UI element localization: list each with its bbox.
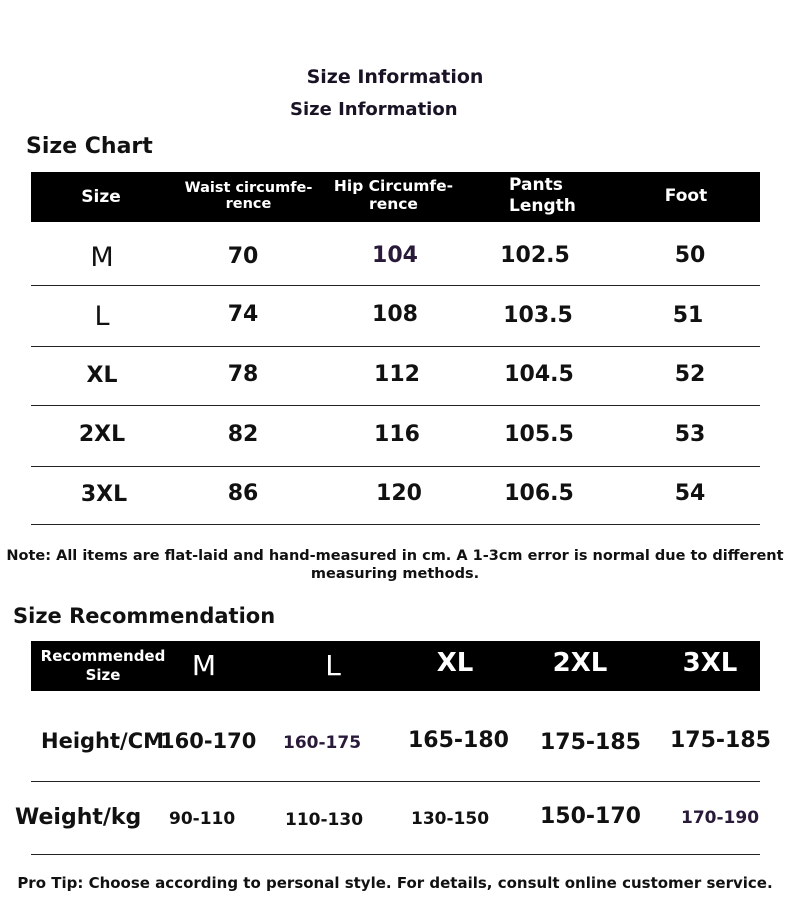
row-waist: 74 bbox=[227, 302, 259, 327]
height-2XL: 175-185 bbox=[540, 730, 641, 755]
weight-L: 110-130 bbox=[285, 810, 364, 830]
row-waist: 78 bbox=[227, 362, 259, 387]
row-divider bbox=[31, 285, 760, 286]
height-L: 160-175 bbox=[283, 733, 362, 753]
header-size-2XL: 2XL bbox=[552, 648, 608, 678]
page-subtitle: Size Information bbox=[290, 99, 458, 120]
page-title: Size Information bbox=[306, 66, 484, 88]
row-waist: 70 bbox=[227, 244, 259, 269]
row-divider bbox=[31, 781, 760, 782]
header-size: Size bbox=[81, 187, 121, 207]
row-hip: 120 bbox=[376, 481, 422, 506]
measurement-note: Note: All items are flat-laid and hand-measured in cm. A 1-3cm error is normal due to different measuring methods. bbox=[6, 548, 784, 582]
row-divider bbox=[31, 466, 760, 467]
row-foot: 50 bbox=[674, 243, 706, 268]
header-size-M: M bbox=[191, 649, 217, 682]
recommendation-header bbox=[31, 641, 760, 691]
row-pants-length: 106.5 bbox=[504, 481, 574, 506]
row-foot: 53 bbox=[674, 422, 706, 447]
header-size-3XL: 3XL bbox=[682, 648, 738, 678]
header-size-XL: XL bbox=[436, 648, 474, 678]
header-hip: Hip Circumfe- rence bbox=[333, 177, 454, 213]
row-foot: 54 bbox=[674, 481, 706, 506]
size-chart-heading: Size Chart bbox=[26, 134, 153, 159]
weight-XL: 130-150 bbox=[411, 809, 490, 829]
row-size: 3XL bbox=[80, 482, 128, 507]
row-divider bbox=[31, 854, 760, 855]
row-label-weight: Weight/kg bbox=[15, 805, 142, 830]
weight-M: 90-110 bbox=[169, 809, 236, 829]
row-size: XL bbox=[86, 363, 118, 388]
row-size: M bbox=[90, 242, 114, 273]
row-divider bbox=[31, 524, 760, 525]
size-recommendation-heading: Size Recommendation bbox=[13, 604, 276, 628]
weight-2XL: 150-170 bbox=[540, 804, 641, 829]
row-label-height: Height/CM bbox=[41, 729, 165, 753]
row-hip: 108 bbox=[372, 302, 418, 327]
pro-tip: Pro Tip: Choose according to personal style. For details, consult online customer service. bbox=[17, 874, 773, 892]
row-foot: 51 bbox=[672, 303, 704, 328]
row-size: 2XL bbox=[78, 422, 126, 447]
header-waist: Waist circumfe- rence bbox=[184, 180, 313, 212]
row-hip: 112 bbox=[374, 362, 420, 387]
row-waist: 82 bbox=[227, 422, 259, 447]
row-divider bbox=[31, 405, 760, 406]
row-pants-length: 102.5 bbox=[500, 243, 570, 268]
row-size: L bbox=[94, 301, 110, 332]
size-chart-header bbox=[31, 172, 760, 222]
header-pants-length: Pants Length bbox=[509, 175, 576, 216]
header-recommended-size: Recommended Size bbox=[40, 647, 166, 684]
height-3XL: 175-185 bbox=[670, 728, 771, 753]
row-pants-length: 103.5 bbox=[503, 303, 573, 328]
height-M: 160-170 bbox=[160, 729, 257, 753]
row-waist: 86 bbox=[227, 481, 259, 506]
weight-3XL: 170-190 bbox=[681, 808, 760, 828]
header-foot: Foot bbox=[664, 186, 708, 206]
row-divider bbox=[31, 346, 760, 347]
header-size-L: L bbox=[325, 649, 341, 682]
height-XL: 165-180 bbox=[408, 728, 509, 753]
row-hip: 104 bbox=[372, 243, 418, 268]
row-hip: 116 bbox=[374, 422, 420, 447]
row-foot: 52 bbox=[674, 362, 706, 387]
row-pants-length: 105.5 bbox=[504, 422, 574, 447]
row-pants-length: 104.5 bbox=[504, 362, 574, 387]
